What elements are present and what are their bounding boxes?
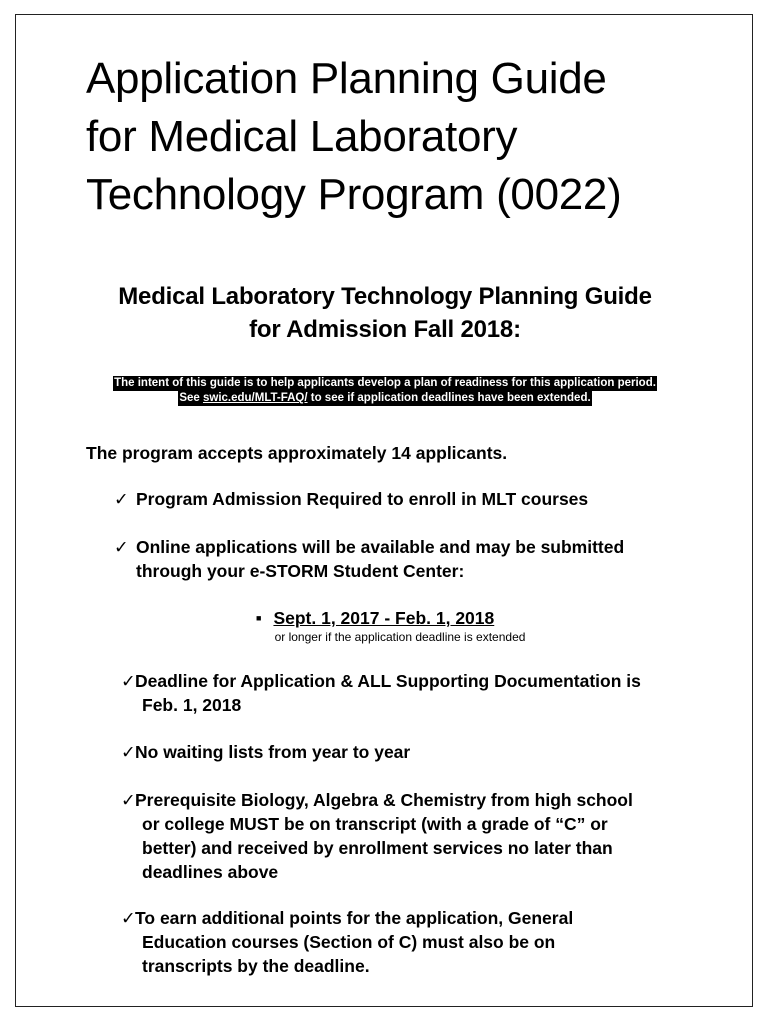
section-heading	[50, 280, 720, 346]
deadline-text-line-1: Deadline for Application & ALL Supporting Documentation is	[135, 671, 641, 691]
prereq-text-line-1: Prerequisite Biology, Algebra & Chemistry from high school	[135, 790, 633, 810]
square-bullet-icon: ■	[256, 613, 262, 623]
points-text-line-3: transcripts by the deadline.	[142, 956, 370, 976]
intent-line-2	[178, 391, 591, 406]
page-title	[86, 50, 736, 224]
date-note: or longer if the application deadline is extended	[274, 630, 526, 644]
online-text-line-1: Online applications will be available and may be submitted	[136, 537, 625, 557]
accepts-statement: The program accepts approximately 14 applicants.	[86, 443, 508, 463]
checkmark-icon: ✓	[121, 671, 136, 691]
checklist-item-prerequisite	[121, 788, 731, 884]
checklist-item-admission	[114, 487, 734, 511]
points-text-line-1: To earn additional points for the application, General	[135, 908, 574, 928]
checkmark-icon: ✓	[114, 489, 129, 509]
admission-text: Program Admission Required to enroll in MLT courses	[136, 489, 589, 509]
checkmark-icon: ✓	[121, 790, 136, 810]
checklist-item-online	[114, 535, 734, 583]
checkmark-icon: ✓	[121, 742, 136, 762]
checklist-item-additional-points	[121, 906, 731, 978]
prereq-text-line-3: better) and received by enrollment services no later than	[142, 838, 613, 858]
subtitle-line-1: Medical Laboratory Technology Planning Guide	[118, 283, 652, 310]
online-text-line-2: through your e-STORM Student Center:	[136, 561, 465, 581]
prereq-text-line-4: deadlines above	[142, 862, 279, 882]
checkmark-icon: ✓	[114, 537, 129, 557]
checklist-item-deadline	[121, 669, 731, 717]
title-line-3: Technology Program (0022)	[86, 170, 622, 219]
title-line-1: Application Planning Guide	[86, 54, 607, 103]
faq-link[interactable]: swic.edu/MLT-FAQ/	[202, 392, 308, 404]
subtitle-line-2: for Admission Fall 2018:	[249, 316, 521, 343]
prereq-text-line-2: or college MUST be on transcript (with a grade of “C” or	[142, 814, 608, 834]
intent-see-post: to see if application deadlines have been extended.	[307, 392, 591, 404]
intent-line-1: The intent of this guide is to help applicants develop a plan of readiness for this application period.	[114, 377, 656, 389]
points-text-line-2: Education courses (Section of C) must also be on	[142, 932, 556, 952]
title-line-2: for Medical Laboratory	[86, 112, 518, 161]
intent-notice	[40, 376, 730, 406]
deadline-text-line-2: Feb. 1, 2018	[142, 695, 242, 715]
checklist-item-waiting	[121, 740, 731, 764]
date-range: Sept. 1, 2017 - Feb. 1, 2018	[273, 608, 495, 628]
intent-see: See	[179, 392, 203, 404]
waiting-text: No waiting lists from year to year	[135, 742, 411, 762]
checkmark-icon: ✓	[121, 908, 136, 928]
